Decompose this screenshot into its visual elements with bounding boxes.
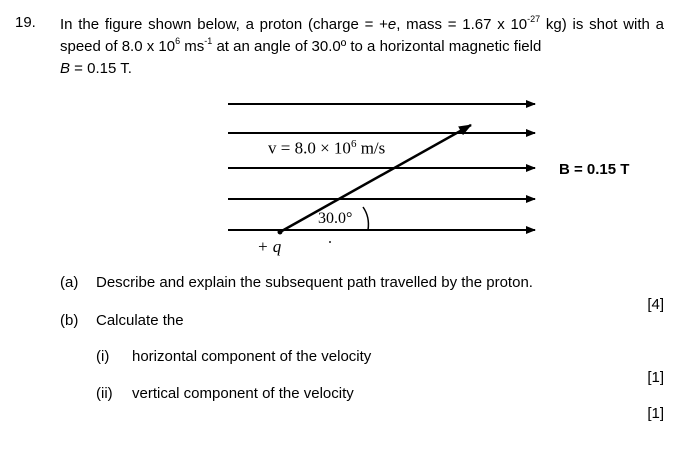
part-a-label: (a) xyxy=(60,274,79,291)
stem-text-5: at an angle of 30.0º to a horizontal magnetic field xyxy=(212,38,542,55)
part-b-text: Calculate the xyxy=(96,312,184,329)
part-a-text: Describe and explain the subsequent path travelled by the proton. xyxy=(96,274,533,291)
stem-text-3: kg) is shot with a speed of 8.0 x 10 xyxy=(60,16,664,55)
stem-text-2: , mass = 1.67 x 10 xyxy=(396,16,528,33)
subpart-i-label: (i) xyxy=(96,348,110,365)
subpart-ii-text: vertical component of the velocity xyxy=(132,385,354,402)
subpart-ii-label: (ii) xyxy=(96,385,113,402)
angle-label: 30.0° xyxy=(318,210,353,227)
speed-unit-exponent: -1 xyxy=(204,36,213,46)
part-b-label: (b) xyxy=(60,312,79,329)
speed-exponent: 6 xyxy=(175,36,181,46)
subpart-i-text: horizontal component of the velocity xyxy=(132,348,372,365)
stem-text-4: ms xyxy=(180,38,205,55)
velocity-exponent: 6 xyxy=(350,138,357,150)
velocity-label-text: v = 8.0 × 10 xyxy=(268,138,351,158)
stem-text-1: In the figure shown below, a proton (charge = + xyxy=(60,16,388,33)
stem-text-6: = 0.15 T. xyxy=(70,60,132,77)
mass-exponent: -27 xyxy=(527,14,541,24)
subpart-i-marks: [1] xyxy=(647,369,664,386)
small-mark xyxy=(329,241,331,243)
proton-dot xyxy=(278,230,283,235)
question-number: 19. xyxy=(15,14,36,31)
charge-symbol: e xyxy=(387,16,397,33)
subpart-ii-marks: [1] xyxy=(647,405,664,422)
part-a-marks: [4] xyxy=(647,296,664,313)
charge-label: + q xyxy=(257,237,282,256)
velocity-unit: m/s xyxy=(356,138,386,158)
field-symbol: B xyxy=(60,60,71,77)
field-label: B = 0.15 T xyxy=(559,161,630,178)
angle-arc xyxy=(363,207,368,230)
velocity-label xyxy=(268,138,385,159)
